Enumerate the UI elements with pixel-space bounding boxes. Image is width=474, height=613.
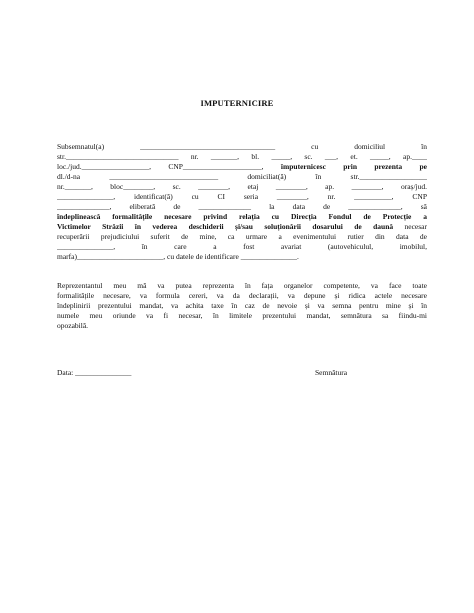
paragraph-line: numele meu oriunde va fi necesar, în limitele prezentului mandat, semnătura sa fiindu-mi xyxy=(57,311,427,320)
date-field: Data: _______________ xyxy=(57,368,132,377)
paragraph-line: formalitățile necesare, va formula cereri, va da declarații, va depune și ridica actele necesare xyxy=(57,291,427,300)
bold-text: Victimelor Străzii în vederea deschiderii și/sau soluționării dosarului de daună xyxy=(57,222,394,231)
paragraph-line: nr._______, bloc________, sc. ________, etaj ________, ap. ________, oraș/jud. xyxy=(57,182,427,191)
paragraph-line xyxy=(57,212,427,222)
paragraph-line: marfa)_______________________, cu datele de identificare _______________. xyxy=(57,252,299,261)
paragraph-line: _______________, în care a fost avariat (autovehiculul, imobilul, xyxy=(57,242,427,251)
bold-text: împuternicesc prin prezenta pe xyxy=(280,162,427,171)
paragraph-line: opozabilă. xyxy=(57,321,89,330)
paragraph-line: recuperării prejudiciului suferit de mine, ca urmare a evenimentului rutier din data de xyxy=(57,232,427,241)
paragraph-line: Victimelor Străzii în vederea deschiderii și/sau soluționării dosarului de daună necesar xyxy=(57,222,427,231)
signature-label: Semnătura xyxy=(315,368,348,377)
document-title: IMPUTERNICIRE xyxy=(200,98,274,108)
paragraph-line: Subsemnatul(a) ____________________________________ cu domiciliul în xyxy=(57,142,427,151)
paragraph-line: îndeplinirii prezentului mandat, va achita taxe în caz de nevoie și va semna pentru mine și în xyxy=(57,301,427,310)
paragraph-line: Reprezentantul meu mă va putea reprezenta în fața organelor competente, va face toate xyxy=(57,281,427,290)
paragraph-line: _______________, identificat(ă) cu CI seria ________, nr. __________, CNP xyxy=(57,192,427,201)
paragraph-line: ______________, eliberată de ______________ la data de ______________, să xyxy=(57,202,427,211)
paragraph-line: dl./d-na _____________________________ domiciliat(ă) în str.__________________ xyxy=(57,172,427,181)
paragraph-line: str.______________________________ nr. _______, bl. _____, sc. ___, et. _____, ap.____ xyxy=(57,152,427,161)
paragraph-line: loc./jud.__________________, CNP_____________________, împuternicesc prin prezenta pe xyxy=(57,162,427,171)
bold-text: îndeplinească formalitățile necesare privind relația cu Direcția Fondul de Protecție a xyxy=(57,212,427,221)
